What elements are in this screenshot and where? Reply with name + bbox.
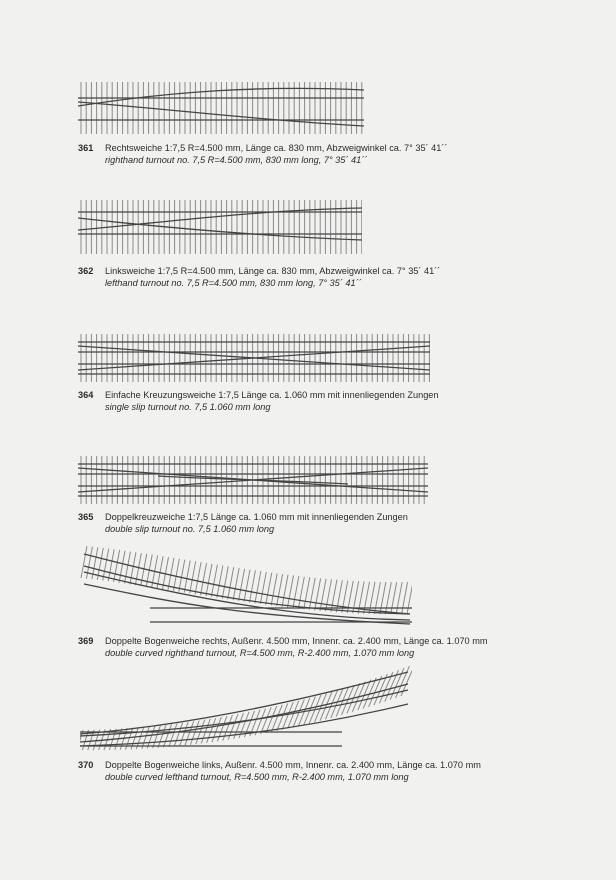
english-description: double slip turnout no. 7,5 1.060 mm long [105, 524, 275, 534]
slip-365-drawing [78, 454, 428, 506]
english-description: double curved righthand turnout, R=4.500 mm, R-2.400 mm, 1.070 mm long [105, 648, 415, 658]
caption-365 [78, 511, 408, 535]
caption-362 [78, 265, 440, 289]
caption-370 [78, 759, 481, 783]
german-description: Einfache Kreuzungsweiche 1:7,5 Länge ca. 1.060 mm mit innenliegenden Zungen [105, 390, 439, 400]
curved-turnout-369-drawing [80, 544, 412, 628]
item-number: 361 [78, 143, 94, 153]
turnout-362-drawing [78, 198, 362, 256]
item-number: 370 [78, 760, 94, 770]
german-description: Rechtsweiche 1:7,5 R=4.500 mm, Länge ca. 830 mm, Abzweigwinkel ca. 7° 35´ 41´´ [105, 143, 448, 153]
turnout-361-drawing [78, 80, 364, 136]
caption-361 [78, 142, 448, 166]
ties [81, 546, 412, 614]
slip-364-drawing [78, 332, 430, 384]
german-description: Linksweiche 1:7,5 R=4.500 mm, Länge ca. 830 mm, Abzweigwinkel ca. 7° 35´ 41´´ [105, 266, 441, 276]
item-number: 362 [78, 266, 94, 276]
english-description: lefthand turnout no. 7,5 R=4.500 mm, 830 mm long, 7° 35´ 41´´ [105, 278, 362, 288]
caption-369 [78, 635, 488, 659]
caption-364 [78, 389, 439, 413]
curved-turnout-370-drawing [80, 664, 412, 754]
item-number: 369 [78, 636, 94, 646]
english-description: single slip turnout no. 7,5 1.060 mm long [105, 402, 271, 412]
item-number: 364 [78, 390, 94, 400]
german-description: Doppelkreuzweiche 1:7,5 Länge ca. 1.060 mm mit innenliegenden Zungen [105, 512, 408, 522]
german-description: Doppelte Bogenweiche rechts, Außenr. 4.500 mm, Innenr. ca. 2.400 mm, Länge ca. 1.070 mm [105, 636, 488, 646]
english-description: righthand turnout no. 7,5 R=4.500 mm, 830 mm long, 7° 35´ 41´´ [105, 155, 368, 165]
ties [81, 82, 362, 134]
german-description: Doppelte Bogenweiche links, Außenr. 4.500 mm, Innenr. ca. 2.400 mm, Länge ca. 1.070 mm [105, 760, 481, 770]
item-number: 365 [78, 512, 94, 522]
ties [81, 200, 362, 254]
english-description: double curved lefthand turnout, R=4.500 mm, R-2.400 mm, 1.070 mm long [105, 772, 409, 782]
